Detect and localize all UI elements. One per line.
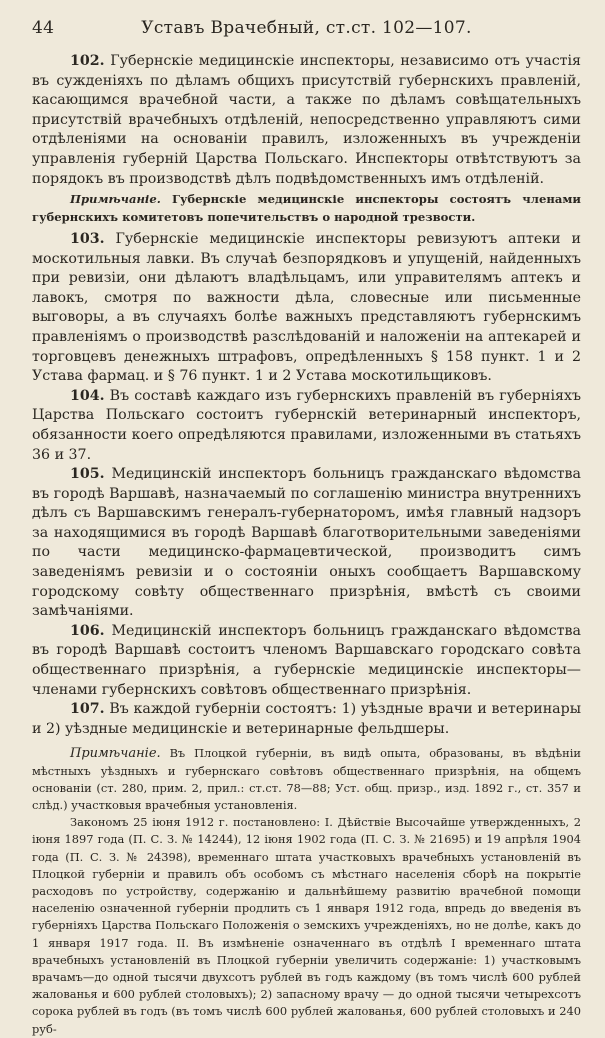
article-104 — [32, 387, 581, 465]
article-number: 104. — [70, 387, 105, 404]
article-text: Губернскіе медицинскіе инспекторы ревизуютъ аптеки и москотильныя лавки. Въ случаѣ безпорядковъ и упущеній, найденныхъ при ревизіи, они дѣлаютъ владѣльцамъ, или управителямъ аптекъ и лавокъ, смотря по важности дѣла, словесные или письменные выговоры, а въ случаяхъ болѣе важныхъ представляютъ губернскимъ правленіямъ о производствѣ разслѣдованій и наложеніи на аптекарей и торговцевъ денежныхъ штрафовъ, опредѣленныхъ § 158 пункт. 1 и 2 Устава фармац. и § 76 пункт. 1 и 2 Устава москотильщиковъ. — [32, 230, 582, 385]
article-102 — [32, 52, 581, 189]
article-text: Въ каждой губерніи состоятъ: 1) уѣздные врачи и ветеринары и 2) уѣздные медицинскіе и ветеринарные фельдшеры. — [32, 701, 581, 737]
article-103 — [32, 230, 581, 387]
note-text: Въ Плоцкой губерніи, въ видѣ опыта, образованы, въ вѣдѣніи мѣстныхъ уѣздныхъ и губернскаго совѣтовъ общественнаго призрѣнія, на общемъ основаніи (ст. 280, прим. 2, прил.: ст.ст. 78—88; Уст. общ. призр., изд. 1892 г., ст. 357 и слѣд.) участковыя врачебныя установленія. — [32, 746, 581, 813]
article-text: Медицинскій инспекторъ больницъ гражданскаго вѣдомства въ городѣ Варшавѣ состоитъ членомъ Варшавскаго городскаго совѣта общественнаго призрѣнія, а губернскіе медицинскіе инспекторы—членами губернскихъ совѣтовъ общественнаго призрѣнія. — [32, 622, 581, 698]
note-107 — [32, 745, 581, 814]
note-text: Губернскіе медицинскіе инспекторы состоятъ членами губернскихъ комитетовъ попечительствъ о народной трезвости. — [32, 192, 581, 224]
article-106 — [32, 622, 581, 700]
note-label: Примѣчаніе. — [70, 192, 161, 207]
running-header — [32, 18, 581, 52]
article-text: Губернскіе медицинскіе инспекторы, независимо отъ участія въ сужденіяхъ по дѣламъ общихъ присутствій губернскихъ правленій, касающимся врачебной части, а также по дѣламъ совѣщательныхъ присутствій врачебныхъ отдѣленій, непосредственно управляютъ сими отдѣленіями на основаніи правилъ, изложенныхъ въ учрежденіи управленія губерній Царства Польскаго. Инспекторы отвѣтствуютъ за порядокъ въ производствѣ дѣлъ подвѣдомственныхъ имъ отдѣленій. — [32, 53, 581, 187]
article-105 — [32, 465, 581, 622]
running-title: Уставъ Врачебный, ст.ст. 102—107. — [141, 18, 472, 38]
article-number: 106. — [70, 622, 105, 639]
article-number: 102. — [70, 53, 105, 69]
law-text: Закономъ 25 іюня 1912 г. постановлено: I. Дѣйствіе Высочайше утвержденныхъ, 2 іюня 1897 года (П. С. З. № 14244), 12 іюня 1902 года (П. С. З. № 21695) и 19 апрѣля 1904 года (П. С. З. № 24398), временнаго штата участковыхъ врачебныхъ установленій въ Плоцкой губерніи и правилъ объ особомъ съ мѣстнаго населенія сборѣ на покрытіе расходовъ по устройству, содержанію и дальнѣйшему развитію врачебной помощи населенію означенной губерніи продлить съ 1 января 1912 года, впредь до введенія въ губерніяхъ Царства Польскаго Положенія о земскихъ учрежденіяхъ, но не долѣе, какъ до 1 января 1917 года. II. Въ измѣненіе означеннаго въ отдѣлѣ I временнаго штата врачебныхъ установленій въ Плоцкой губерніи увеличить содержаніе: 1) участковымъ врачамъ—до одной тысячи двухсотъ рублей въ годъ каждому (въ томъ числѣ 600 рублей жалованья и 600 рублей столовыхъ); 2) запасному врачу — до одной тысячи четырехсотъ сорока рублей въ годъ (въ томъ числѣ 600 рублей жалованья, 600 рублей столовыхъ и 240 руб- — [32, 815, 581, 1036]
article-text: Въ составѣ каждаго изъ губернскихъ правленій въ губерніяхъ Царства Польскаго состоитъ губернскій ветеринарный инспекторъ, обязанности коего опредѣляются правилами, изложенными въ статьяхъ 36 и 37. — [32, 387, 581, 463]
note-label: Примѣчаніе. — [70, 746, 161, 762]
article-number: 107. — [70, 701, 105, 718]
note-102 — [32, 191, 581, 226]
article-107 — [32, 700, 581, 739]
article-number: 105. — [70, 466, 105, 483]
article-number: 103. — [70, 230, 105, 247]
article-text: Медицинскій инспекторъ больницъ гражданскаго вѣдомства въ городѣ Варшавѣ, назначаемый по соглашенію министра внутреннихъ дѣлъ съ Варшавскимъ генералъ-губернаторомъ, имѣя главный надзоръ за находящимися въ городѣ Варшавѣ благотворительными заведеніями по части медицинско-фармацевтической, производитъ симъ заведеніямъ ревизіи и о состояніи оныхъ сообщаетъ Варшавскому городскому совѣту общественнаго призрѣнія, вмѣстѣ съ своими замѣчаніями. — [32, 466, 581, 620]
page-number: 44 — [32, 18, 55, 38]
